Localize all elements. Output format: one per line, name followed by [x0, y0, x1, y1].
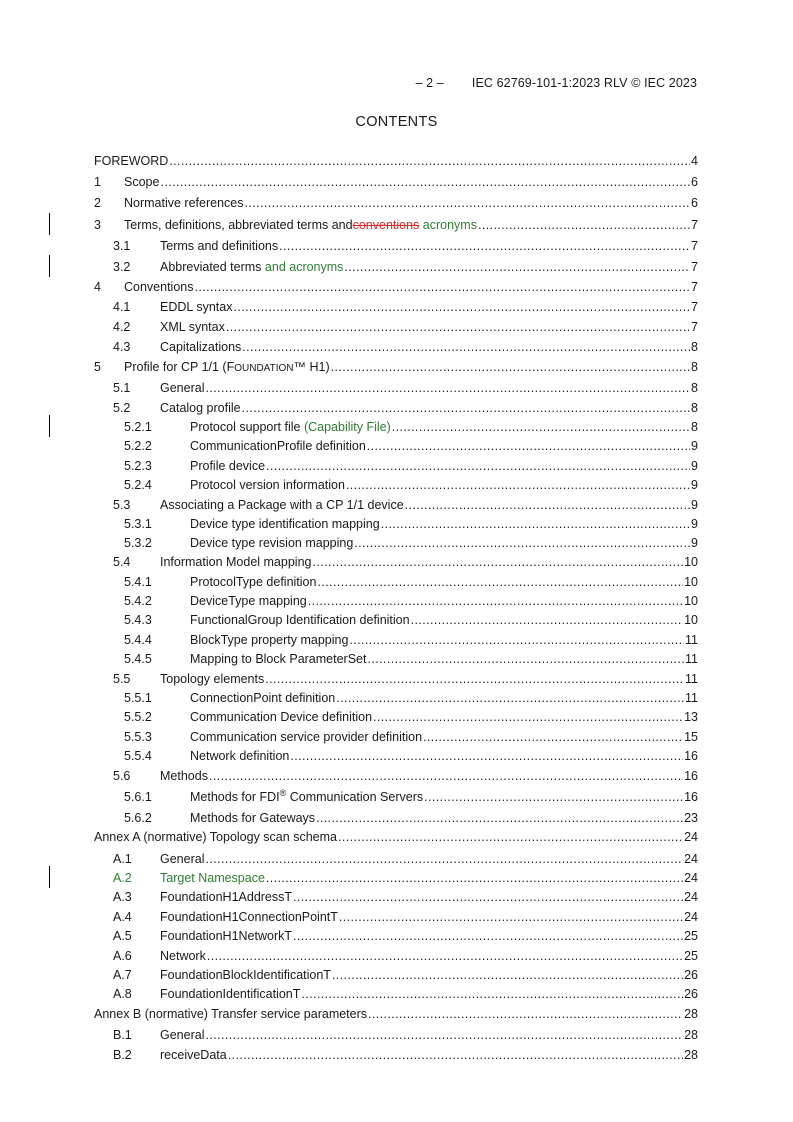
toc-entry-page: 13: [684, 710, 698, 724]
toc-entry-title-text: BlockType property mapping: [190, 633, 349, 647]
change-bar: [49, 213, 50, 235]
toc-entry-page: 25: [684, 949, 698, 963]
toc-entry-page: 9: [691, 498, 698, 512]
leader-dots: [381, 516, 690, 532]
toc-entry-title: [160, 928, 292, 944]
toc-entry-number: 5.5.2: [124, 710, 152, 724]
leader-dots: [368, 1006, 683, 1022]
leader-dots: [423, 729, 683, 745]
toc-entry[interactable]: [94, 174, 698, 190]
toc-entry-title-text: General: [160, 852, 205, 866]
leader-dots: [424, 789, 683, 805]
toc-entry-title-text: FoundationIdentificationT: [160, 987, 301, 1001]
toc-entry-title-text: receiveData: [160, 1048, 227, 1062]
toc-entry-title-text: Device type identification mapping: [190, 517, 380, 531]
toc-entry-title: [190, 535, 353, 551]
page-header: [416, 76, 697, 90]
toc-entry-page: 24: [684, 890, 698, 904]
page-title: CONTENTS: [355, 114, 438, 130]
toc-entry-title: [190, 458, 265, 474]
toc-entry-number: 5.2: [113, 401, 131, 415]
inserted-text: (Capability File): [300, 420, 391, 434]
leader-dots: [411, 612, 684, 628]
toc-entry-number: A.1: [113, 852, 132, 866]
toc-entry-page: 11: [685, 652, 698, 666]
toc-entry[interactable]: [94, 195, 698, 211]
toc-entry-title: [190, 690, 335, 706]
leader-dots: [367, 438, 690, 454]
toc-entry-title: [160, 319, 225, 335]
toc-entry[interactable]: [94, 851, 698, 867]
leader-dots: [245, 195, 691, 211]
toc-entry-title: [190, 632, 348, 648]
toc-entry-number: 5.5.1: [124, 691, 152, 705]
change-bar: [49, 866, 50, 888]
toc-entry[interactable]: [94, 789, 698, 805]
toc-entry-number: 3: [94, 218, 101, 232]
toc-entry-page: 26: [684, 987, 698, 1001]
toc-entry-page: 8: [691, 401, 698, 415]
toc-entry[interactable]: [94, 516, 698, 532]
leader-dots: [478, 217, 690, 233]
toc-entry-number: A.2: [113, 871, 132, 885]
toc-entry[interactable]: [94, 870, 698, 886]
toc-entry-number: 5.2.4: [124, 478, 152, 492]
leader-dots: [226, 319, 690, 335]
toc-entry-title: [190, 477, 345, 493]
toc-entry-number: 3.2: [113, 260, 131, 274]
leader-dots: [373, 709, 683, 725]
toc-entry-title-text: ConnectionPoint definition: [190, 691, 336, 705]
toc-entry-title: [160, 554, 311, 570]
toc-entry-page: 8: [691, 360, 698, 374]
toc-entry-number: 4.2: [113, 320, 131, 334]
leader-dots: [228, 1047, 683, 1063]
toc-entry-title: [160, 909, 338, 925]
leader-dots: [242, 339, 690, 355]
toc-entry-page: 8: [691, 381, 698, 395]
toc-entry-title: [190, 593, 307, 609]
leader-dots: [209, 768, 683, 784]
toc-entry-title: [160, 339, 241, 355]
toc-entry[interactable]: [94, 535, 698, 551]
toc-entry-title: [160, 238, 278, 254]
leader-dots: [336, 690, 684, 706]
leader-dots: [169, 153, 690, 169]
toc-entry-number: 5.4.1: [124, 575, 152, 589]
toc-entry-title: [160, 768, 208, 784]
toc-entry-title-text: Mapping to Block ParameterSet: [190, 652, 367, 666]
toc-entry[interactable]: [94, 259, 698, 275]
toc-entry[interactable]: [94, 319, 698, 335]
toc-entry[interactable]: [94, 948, 698, 964]
toc-entry-title-text: Protocol version information: [190, 478, 345, 492]
toc-entry[interactable]: [94, 217, 698, 233]
toc-entry-title-text: DeviceType mapping: [190, 594, 307, 608]
toc-entry-title-text: Communication service provider definition: [190, 730, 423, 744]
toc-entry-title: [190, 438, 366, 454]
toc-entry-number: 2: [94, 196, 101, 210]
leader-dots: [331, 359, 690, 375]
toc-entry-title: [190, 789, 423, 805]
toc-entry-number: A.5: [113, 929, 132, 943]
toc-entry-number: 5.4.5: [124, 652, 152, 666]
toc-entry-page: 24: [684, 852, 698, 866]
toc-entry-title: [160, 851, 204, 867]
toc-entry-page: 25: [684, 929, 698, 943]
toc-entry-title: [124, 359, 330, 377]
leader-dots: [339, 909, 683, 925]
toc-entry-title: [190, 574, 316, 590]
toc-entry-page: 24: [684, 871, 698, 885]
toc-entry[interactable]: [94, 671, 698, 687]
toc-entry-page: 7: [691, 280, 698, 294]
toc-entry[interactable]: [94, 1027, 698, 1043]
toc-entry-page: 7: [691, 320, 698, 334]
leader-dots: [205, 1027, 683, 1043]
toc-entry-page: 24: [684, 910, 698, 924]
toc-entry-title: [94, 829, 337, 845]
toc-entry-title-text: FOREWORD: [94, 154, 169, 168]
toc-entry-page: 16: [684, 769, 698, 783]
leader-dots: [354, 535, 690, 551]
toc-entry-number: 4: [94, 280, 101, 294]
toc-entry[interactable]: [94, 359, 698, 375]
toc-entry-page: 9: [691, 517, 698, 531]
leader-dots: [344, 259, 690, 275]
toc-entry-number: 5.1: [113, 381, 131, 395]
toc-entry-title-text: Profile for CP 1/1 (FOUNDATION™ H1): [124, 360, 330, 374]
toc-entry-number: 5.3: [113, 498, 131, 512]
leader-dots: [346, 477, 690, 493]
toc-entry-page: 7: [691, 218, 698, 232]
toc-entry-title-text: Conventions: [124, 280, 194, 294]
toc-entry-number: 4.1: [113, 300, 131, 314]
toc-entry-title: [160, 870, 265, 886]
toc-entry-page: 24: [684, 830, 698, 844]
leader-dots: [290, 748, 683, 764]
toc-entry-title-text: Annex A (normative) Topology scan schema: [94, 830, 337, 844]
toc-entry-page: 9: [691, 439, 698, 453]
toc-entry-title: [160, 948, 206, 964]
toc-entry[interactable]: [94, 1047, 698, 1063]
toc-entry-title-text: Target Namespace: [160, 871, 265, 885]
toc-entry[interactable]: [94, 967, 698, 983]
page-number: – 2 –: [415, 76, 444, 90]
toc-entry-page: 8: [691, 420, 698, 434]
toc-entry-number: 5.6: [113, 769, 131, 783]
toc-entry-title-text: FoundationH1AddressT: [160, 890, 293, 904]
toc-entry-page: 11: [685, 633, 698, 647]
leader-dots: [349, 632, 684, 648]
toc-entry-title-text: Terms, definitions, abbreviated terms and: [124, 218, 353, 232]
toc-entry-title-text: General: [160, 381, 205, 395]
toc-entry[interactable]: [94, 810, 698, 826]
toc-entry-title-text: Methods for Gateways: [190, 811, 316, 825]
change-bar: [49, 255, 50, 277]
toc-entry-title-text: Scope: [124, 175, 160, 189]
toc-entry-title: [160, 1027, 204, 1043]
toc-entry-title-text: Device type revision mapping: [190, 536, 354, 550]
toc-entry[interactable]: [94, 593, 698, 609]
toc-entry-title: [124, 279, 194, 295]
toc-entry-title: [160, 889, 292, 905]
document-id: IEC 62769-101-1:2023 RLV © IEC 2023: [471, 76, 697, 90]
toc-entry-page: 7: [691, 260, 698, 274]
toc-entry-page: 6: [691, 175, 698, 189]
leader-dots: [265, 671, 684, 687]
toc-entry[interactable]: [94, 477, 698, 493]
toc-entry-page: 16: [684, 749, 698, 763]
toc-entry-title-text: Catalog profile: [160, 401, 241, 415]
toc-entry[interactable]: [94, 690, 698, 706]
leader-dots: [392, 419, 690, 435]
toc-entry[interactable]: [94, 419, 698, 435]
leader-dots: [242, 400, 690, 416]
leader-dots: [405, 497, 690, 513]
inserted-text: and acronyms: [261, 260, 344, 274]
toc-entry-page: 23: [684, 811, 698, 825]
toc-entry-number: A.3: [113, 890, 132, 904]
leader-dots: [317, 574, 683, 590]
toc-entry-title: [160, 497, 404, 513]
leader-dots: [266, 458, 690, 474]
toc-entry[interactable]: [94, 458, 698, 474]
toc-entry-page: 10: [684, 555, 698, 569]
toc-entry-page: 26: [684, 968, 698, 982]
toc-entry-title-text: Protocol support file: [190, 420, 301, 434]
toc-entry[interactable]: [94, 438, 698, 454]
toc-entry-title-text: EDDL syntax: [160, 300, 233, 314]
toc-entry[interactable]: [94, 339, 698, 355]
toc-entry-title: [124, 174, 159, 190]
toc-entry[interactable]: [94, 829, 698, 845]
toc-entry-page: 9: [691, 536, 698, 550]
toc-entry-number: 5.4.4: [124, 633, 152, 647]
leader-dots: [279, 238, 690, 254]
toc-entry-number: 5.4.2: [124, 594, 152, 608]
toc-entry-number: B.2: [113, 1048, 132, 1062]
change-bar: [49, 415, 50, 437]
toc-entry-page: 7: [691, 239, 698, 253]
toc-entry[interactable]: [94, 153, 698, 169]
toc-entry-page: 28: [684, 1028, 698, 1042]
toc-entry-title: [160, 967, 331, 983]
toc-entry-title: [160, 400, 241, 416]
leader-dots: [205, 380, 690, 396]
toc-entry-title-text: XML syntax: [160, 320, 225, 334]
toc-entry-number: 5.5.4: [124, 749, 152, 763]
toc-entry[interactable]: [94, 651, 698, 667]
toc-entry-number: 4.3: [113, 340, 131, 354]
leader-dots: [293, 889, 683, 905]
toc-entry-number: 1: [94, 175, 101, 189]
toc-entry-title: [190, 516, 380, 532]
toc-entry[interactable]: [94, 729, 698, 745]
toc-entry-title-text: Network: [160, 949, 206, 963]
toc-entry-number: 5.2.3: [124, 459, 152, 473]
toc-entry-title: [190, 612, 410, 628]
leader-dots: [367, 651, 684, 667]
leader-dots: [301, 986, 683, 1002]
toc-entry-title: [160, 986, 300, 1002]
toc-entry[interactable]: [94, 986, 698, 1002]
toc-entry-number: 5.6.1: [124, 790, 152, 804]
toc-entry-number: 5.2.1: [124, 420, 152, 434]
toc-entry[interactable]: [94, 400, 698, 416]
toc-entry-page: 11: [685, 691, 698, 705]
toc-entry-number: A.8: [113, 987, 132, 1001]
toc-entry-title-text: General: [160, 1028, 205, 1042]
leader-dots: [316, 810, 683, 826]
toc-entry-title: [94, 153, 168, 169]
toc-entry[interactable]: [94, 909, 698, 925]
toc-entry-number: B.1: [113, 1028, 132, 1042]
toc-entry[interactable]: [94, 574, 698, 590]
leader-dots: [308, 593, 683, 609]
toc-entry-title-text: FunctionalGroup Identification definition: [190, 613, 410, 627]
toc-entry-page: 6: [691, 196, 698, 210]
toc-entry-title-text: FoundationH1NetworkT: [160, 929, 293, 943]
toc-entry-title: [160, 671, 264, 687]
toc-entry-title-text: Profile device: [190, 459, 266, 473]
toc-entry-title-text: ProtocolType definition: [190, 575, 317, 589]
toc-entry-page: 11: [685, 672, 698, 686]
toc-entry-page: 10: [684, 613, 698, 627]
toc-entry-title: [124, 217, 477, 233]
toc-entry-number: 5.2.2: [124, 439, 152, 453]
toc-entry-page: 4: [691, 154, 698, 168]
toc-entry-number: 5.5.3: [124, 730, 152, 744]
leader-dots: [312, 554, 683, 570]
toc-entry-title-text: Methods for FDI® Communication Servers: [190, 787, 424, 804]
toc-entry-number: 5.5: [113, 672, 131, 686]
deleted-text: conventions: [352, 218, 420, 232]
toc-entry[interactable]: [94, 238, 698, 254]
toc-entry-title: [190, 651, 366, 667]
toc-entry[interactable]: [94, 928, 698, 944]
toc-entry-number: 5.4.3: [124, 613, 152, 627]
toc-entry-title: [160, 299, 232, 315]
toc-entry[interactable]: [94, 612, 698, 628]
toc-entry-title-text: Methods: [160, 769, 208, 783]
toc-entry-page: 7: [691, 300, 698, 314]
toc-entry-number: 5.3.1: [124, 517, 152, 531]
toc-entry[interactable]: [94, 632, 698, 648]
toc-entry-number: 3.1: [113, 239, 131, 253]
toc-entry-title-text: Communication Device definition: [190, 710, 373, 724]
toc-entry-title-text: FoundationBlockIdentificationT: [160, 968, 331, 982]
toc-entry-title-text: Terms and definitions: [160, 239, 279, 253]
toc-entry[interactable]: [94, 768, 698, 784]
toc-entry-page: 15: [684, 730, 698, 744]
toc-entry-title-text: CommunicationProfile definition: [190, 439, 366, 453]
toc-entry-title-text: Capitalizations: [160, 340, 242, 354]
toc-entry-number: A.6: [113, 949, 132, 963]
toc-entry-page: 9: [691, 459, 698, 473]
leader-dots: [160, 174, 690, 190]
toc-entry[interactable]: [94, 1006, 698, 1022]
toc-entry-page: 10: [684, 575, 698, 589]
leader-dots: [195, 279, 691, 295]
toc-entry-number: A.4: [113, 910, 132, 924]
toc-entry-title-text: FoundationH1ConnectionPointT: [160, 910, 338, 924]
toc-entry-title: [160, 380, 204, 396]
toc-entry-page: 28: [684, 1007, 698, 1021]
toc-entry-title: [190, 419, 391, 435]
toc-entry-title-text: Information Model mapping: [160, 555, 312, 569]
toc-entry-title-text: Topology elements: [160, 672, 265, 686]
toc-entry[interactable]: [94, 279, 698, 295]
toc-entry-title-text: Normative references: [124, 196, 244, 210]
leader-dots: [293, 928, 683, 944]
toc-entry-title-text: Abbreviated terms: [160, 260, 262, 274]
toc-entry[interactable]: [94, 889, 698, 905]
toc-entry-number: A.7: [113, 968, 132, 982]
leader-dots: [332, 967, 683, 983]
toc-entry-page: 10: [684, 594, 698, 608]
toc-entry[interactable]: [94, 497, 698, 513]
toc-entry-title-text: Annex B (normative) Transfer service parameters: [94, 1007, 368, 1021]
toc-entry-title: [160, 259, 343, 275]
toc-entry-title-text: Network definition: [190, 749, 290, 763]
toc-entry[interactable]: [94, 299, 698, 315]
toc-entry-page: 9: [691, 478, 698, 492]
toc-entry-page: 28: [684, 1048, 698, 1062]
toc-entry-title-text: Associating a Package with a CP 1/1 device: [160, 498, 404, 512]
toc-entry-number: 5: [94, 360, 101, 374]
toc-entry-title: [190, 810, 315, 826]
toc-entry-title: [94, 1006, 367, 1022]
toc-entry-title: [190, 748, 289, 764]
toc-entry-title: [190, 729, 422, 745]
toc-entry-number: 5.4: [113, 555, 131, 569]
leader-dots: [205, 851, 683, 867]
toc-entry[interactable]: [94, 554, 698, 570]
leader-dots: [338, 829, 683, 845]
leader-dots: [207, 948, 683, 964]
toc-entry-title: [190, 709, 372, 725]
leader-dots: [266, 870, 683, 886]
toc-entry-title: [160, 1047, 227, 1063]
leader-dots: [233, 299, 690, 315]
toc-entry-title: [124, 195, 244, 211]
toc-entry-number: 5.6.2: [124, 811, 152, 825]
toc-entry[interactable]: [94, 709, 698, 725]
toc-entry[interactable]: [94, 380, 698, 396]
toc-entry[interactable]: [94, 748, 698, 764]
inserted-text: acronyms: [419, 218, 477, 232]
toc-entry-page: 8: [691, 340, 698, 354]
toc-entry-page: 16: [684, 790, 698, 804]
toc-entry-number: 5.3.2: [124, 536, 152, 550]
